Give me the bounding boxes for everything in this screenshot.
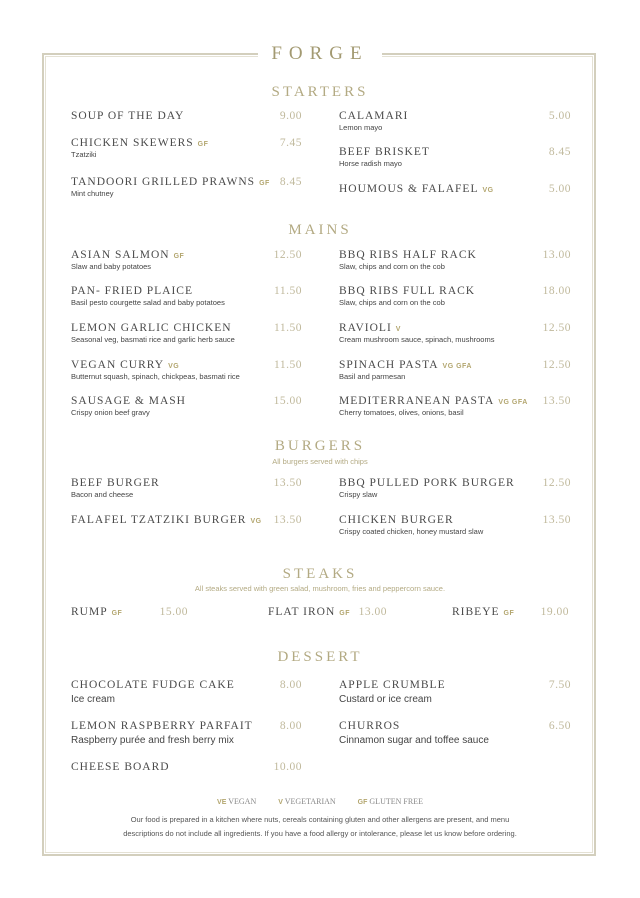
item-description: Crispy coated chicken, honey mustard slaw <box>339 527 484 536</box>
item-name: SAUSAGE & MASH <box>71 395 186 407</box>
legend-label: VEGETARIAN <box>284 797 336 806</box>
item-description: Lemon mayo <box>339 123 383 132</box>
item-price: 15.00 <box>159 606 188 618</box>
item-name: SOUP OF THE DAY <box>71 110 185 122</box>
item-price: 13.50 <box>273 514 302 526</box>
steak-item-name <box>71 606 122 618</box>
item-price: 7.45 <box>279 137 302 149</box>
dietary-tag: GF <box>173 253 185 260</box>
item-description: Tzatziki <box>71 150 97 159</box>
item-name: CHURROS <box>339 720 401 732</box>
logo: FORGE <box>258 42 382 66</box>
menu-item-name <box>71 761 170 773</box>
item-price: 10.00 <box>273 761 302 773</box>
item-description: Raspberry purée and fresh berry mix <box>71 735 234 746</box>
item-name: RIBEYE <box>452 606 500 618</box>
menu-item-name <box>71 359 179 371</box>
menu-item-name <box>71 110 184 122</box>
menu-item-name <box>71 477 160 489</box>
item-description: Slaw and baby potatoes <box>71 262 152 271</box>
item-price: 18.00 <box>542 285 571 297</box>
item-description: Mint chutney <box>71 189 114 198</box>
item-price: 8.00 <box>279 679 302 691</box>
item-name: BBQ PULLED PORK BURGER <box>339 477 515 489</box>
section-heading-starters: STARTERS <box>271 84 369 100</box>
item-name: CHEESE BOARD <box>71 761 170 773</box>
item-description: Bacon and cheese <box>71 490 134 499</box>
item-description: Seasonal veg, basmati rice and garlic herb sauce <box>71 335 235 344</box>
item-price: 12.50 <box>273 249 302 261</box>
item-name: RAVIOLI <box>339 322 392 334</box>
item-name: FLAT IRON <box>268 606 336 618</box>
item-description: Cream mushroom sauce, spinach, mushrooms <box>339 335 495 344</box>
item-price: 5.00 <box>548 110 571 122</box>
dietary-legend <box>0 797 640 806</box>
dietary-tag: VG <box>250 518 262 525</box>
item-name: CHICKEN BURGER <box>339 514 454 526</box>
item-price: 15.00 <box>273 395 302 407</box>
menu-item-name <box>339 146 430 158</box>
section-heading-dessert: DESSERT <box>277 649 363 665</box>
item-price: 8.00 <box>279 720 302 732</box>
item-price: 8.45 <box>279 176 302 188</box>
item-name: BBQ RIBS FULL RACK <box>339 285 476 297</box>
item-description: Slaw, chips and corn on the cob <box>339 298 445 307</box>
menu-item-name <box>339 183 494 195</box>
dietary-tag: VG <box>482 187 494 194</box>
item-name: ASIAN SALMON <box>71 249 170 261</box>
menu-item-name <box>339 249 477 261</box>
item-name: CHOCOLATE FUDGE CAKE <box>71 679 235 691</box>
item-description: Basil pesto courgette salad and baby potatoes <box>71 298 225 307</box>
menu-item-name <box>71 322 232 334</box>
item-description: Crispy onion beef gravy <box>71 408 150 417</box>
dietary-tag: GF <box>197 141 209 148</box>
dietary-tag: VG GFA <box>442 363 472 370</box>
item-name: HOUMOUS & FALAFEL <box>339 183 479 195</box>
allergen-disclaimer-line: Our food is prepared in a kitchen where nuts, cereals containing gluten and other allergens are present, and menu <box>130 815 510 824</box>
legend-key: GF <box>357 799 368 806</box>
dietary-tag: GF <box>111 610 123 617</box>
item-description: Cherry tomatoes, olives, onions, basil <box>339 408 464 417</box>
menu-item-name <box>339 514 454 526</box>
menu-item-name <box>71 395 186 407</box>
menu-item-name <box>339 322 401 334</box>
item-price: 13.00 <box>358 606 387 618</box>
item-name: TANDOORI GRILLED PRAWNS <box>71 176 256 188</box>
dietary-tag: GF <box>339 610 350 617</box>
menu-item-name <box>71 514 262 526</box>
item-price: 5.00 <box>548 183 571 195</box>
dietary-tag: V <box>395 326 401 333</box>
item-name: FALAFEL TZATZIKI BURGER <box>71 514 247 526</box>
item-price: 11.50 <box>274 359 302 371</box>
item-name: CALAMARI <box>339 110 409 122</box>
item-description: Basil and parmesan <box>339 372 406 381</box>
menu-item-name <box>71 249 184 261</box>
item-price: 9.00 <box>279 110 302 122</box>
item-name: RUMP <box>71 606 108 618</box>
dietary-tag: GF <box>503 610 515 617</box>
item-name: SPINACH PASTA <box>339 359 439 371</box>
item-price: 13.00 <box>542 249 571 261</box>
item-name: LEMON GARLIC CHICKEN <box>71 322 232 334</box>
item-price: 11.50 <box>274 322 302 334</box>
menu-item-name <box>339 395 528 407</box>
menu-item-name <box>71 679 235 691</box>
item-name: APPLE CRUMBLE <box>339 679 446 691</box>
section-heading-mains: MAINS <box>288 222 352 238</box>
item-name: PAN- FRIED PLAICE <box>71 285 194 297</box>
item-description: Slaw, chips and corn on the cob <box>339 262 445 271</box>
section-subheading-steaks: All steaks served with green salad, mushroom, fries and peppercorn sauce. <box>194 584 446 593</box>
menu-item-name <box>71 176 270 188</box>
item-price: 12.50 <box>542 359 571 371</box>
item-name: VEGAN CURRY <box>71 359 165 371</box>
menu-item-name <box>339 477 515 489</box>
section-subheading-burgers: All burgers served with chips <box>272 457 368 466</box>
item-price: 13.50 <box>542 514 571 526</box>
item-name: LEMON RASPBERRY PARFAIT <box>71 720 253 732</box>
item-price: 6.50 <box>548 720 571 732</box>
steak-item-name <box>452 606 514 618</box>
item-price: 19.00 <box>540 606 569 618</box>
legend-key: VE <box>217 799 227 806</box>
item-price: 12.50 <box>542 322 571 334</box>
section-heading-steaks: STEAKS <box>282 566 358 582</box>
item-price: 8.45 <box>548 146 571 158</box>
item-price: 12.50 <box>542 477 571 489</box>
item-description: Cinnamon sugar and toffee sauce <box>339 735 489 746</box>
section-heading-burgers: BURGERS <box>274 438 366 454</box>
menu-item-name <box>339 359 472 371</box>
menu-item-name <box>71 137 208 149</box>
menu-item-name <box>339 720 400 732</box>
item-price: 13.50 <box>542 395 571 407</box>
item-price: 13.50 <box>273 477 302 489</box>
item-description: Horse radish mayo <box>339 159 402 168</box>
item-description: Ice cream <box>71 694 115 705</box>
item-name: BEEF BRISKET <box>339 146 430 158</box>
item-name: MEDITERRANEAN PASTA <box>339 395 495 407</box>
item-price: 7.50 <box>548 679 571 691</box>
menu-item-name <box>71 285 193 297</box>
menu-item-name <box>339 110 408 122</box>
menu-item-name <box>339 679 446 691</box>
menu-item-name <box>71 720 253 732</box>
item-name: CHICKEN SKEWERS <box>71 137 194 149</box>
dietary-tag: VG <box>168 363 180 370</box>
dietary-tag: GF <box>259 180 270 187</box>
item-name: BEEF BURGER <box>71 477 160 489</box>
item-description: Butternut squash, spinach, chickpeas, basmati rice <box>71 372 240 381</box>
item-price: 11.50 <box>274 285 302 297</box>
item-description: Custard or ice cream <box>339 694 432 705</box>
legend-label: GLUTEN FREE <box>369 797 423 806</box>
allergen-disclaimer-line: descriptions do not include all ingredients. If you have a food allergy or intolerance, please let us know before ordering. <box>123 829 517 838</box>
legend-label: VEGAN <box>228 797 257 806</box>
item-name: BBQ RIBS HALF RACK <box>339 249 477 261</box>
legend-key: V <box>278 799 283 806</box>
menu-item-name <box>339 285 475 297</box>
dietary-tag: VG GFA <box>498 399 528 406</box>
item-description: Crispy slaw <box>339 490 378 499</box>
